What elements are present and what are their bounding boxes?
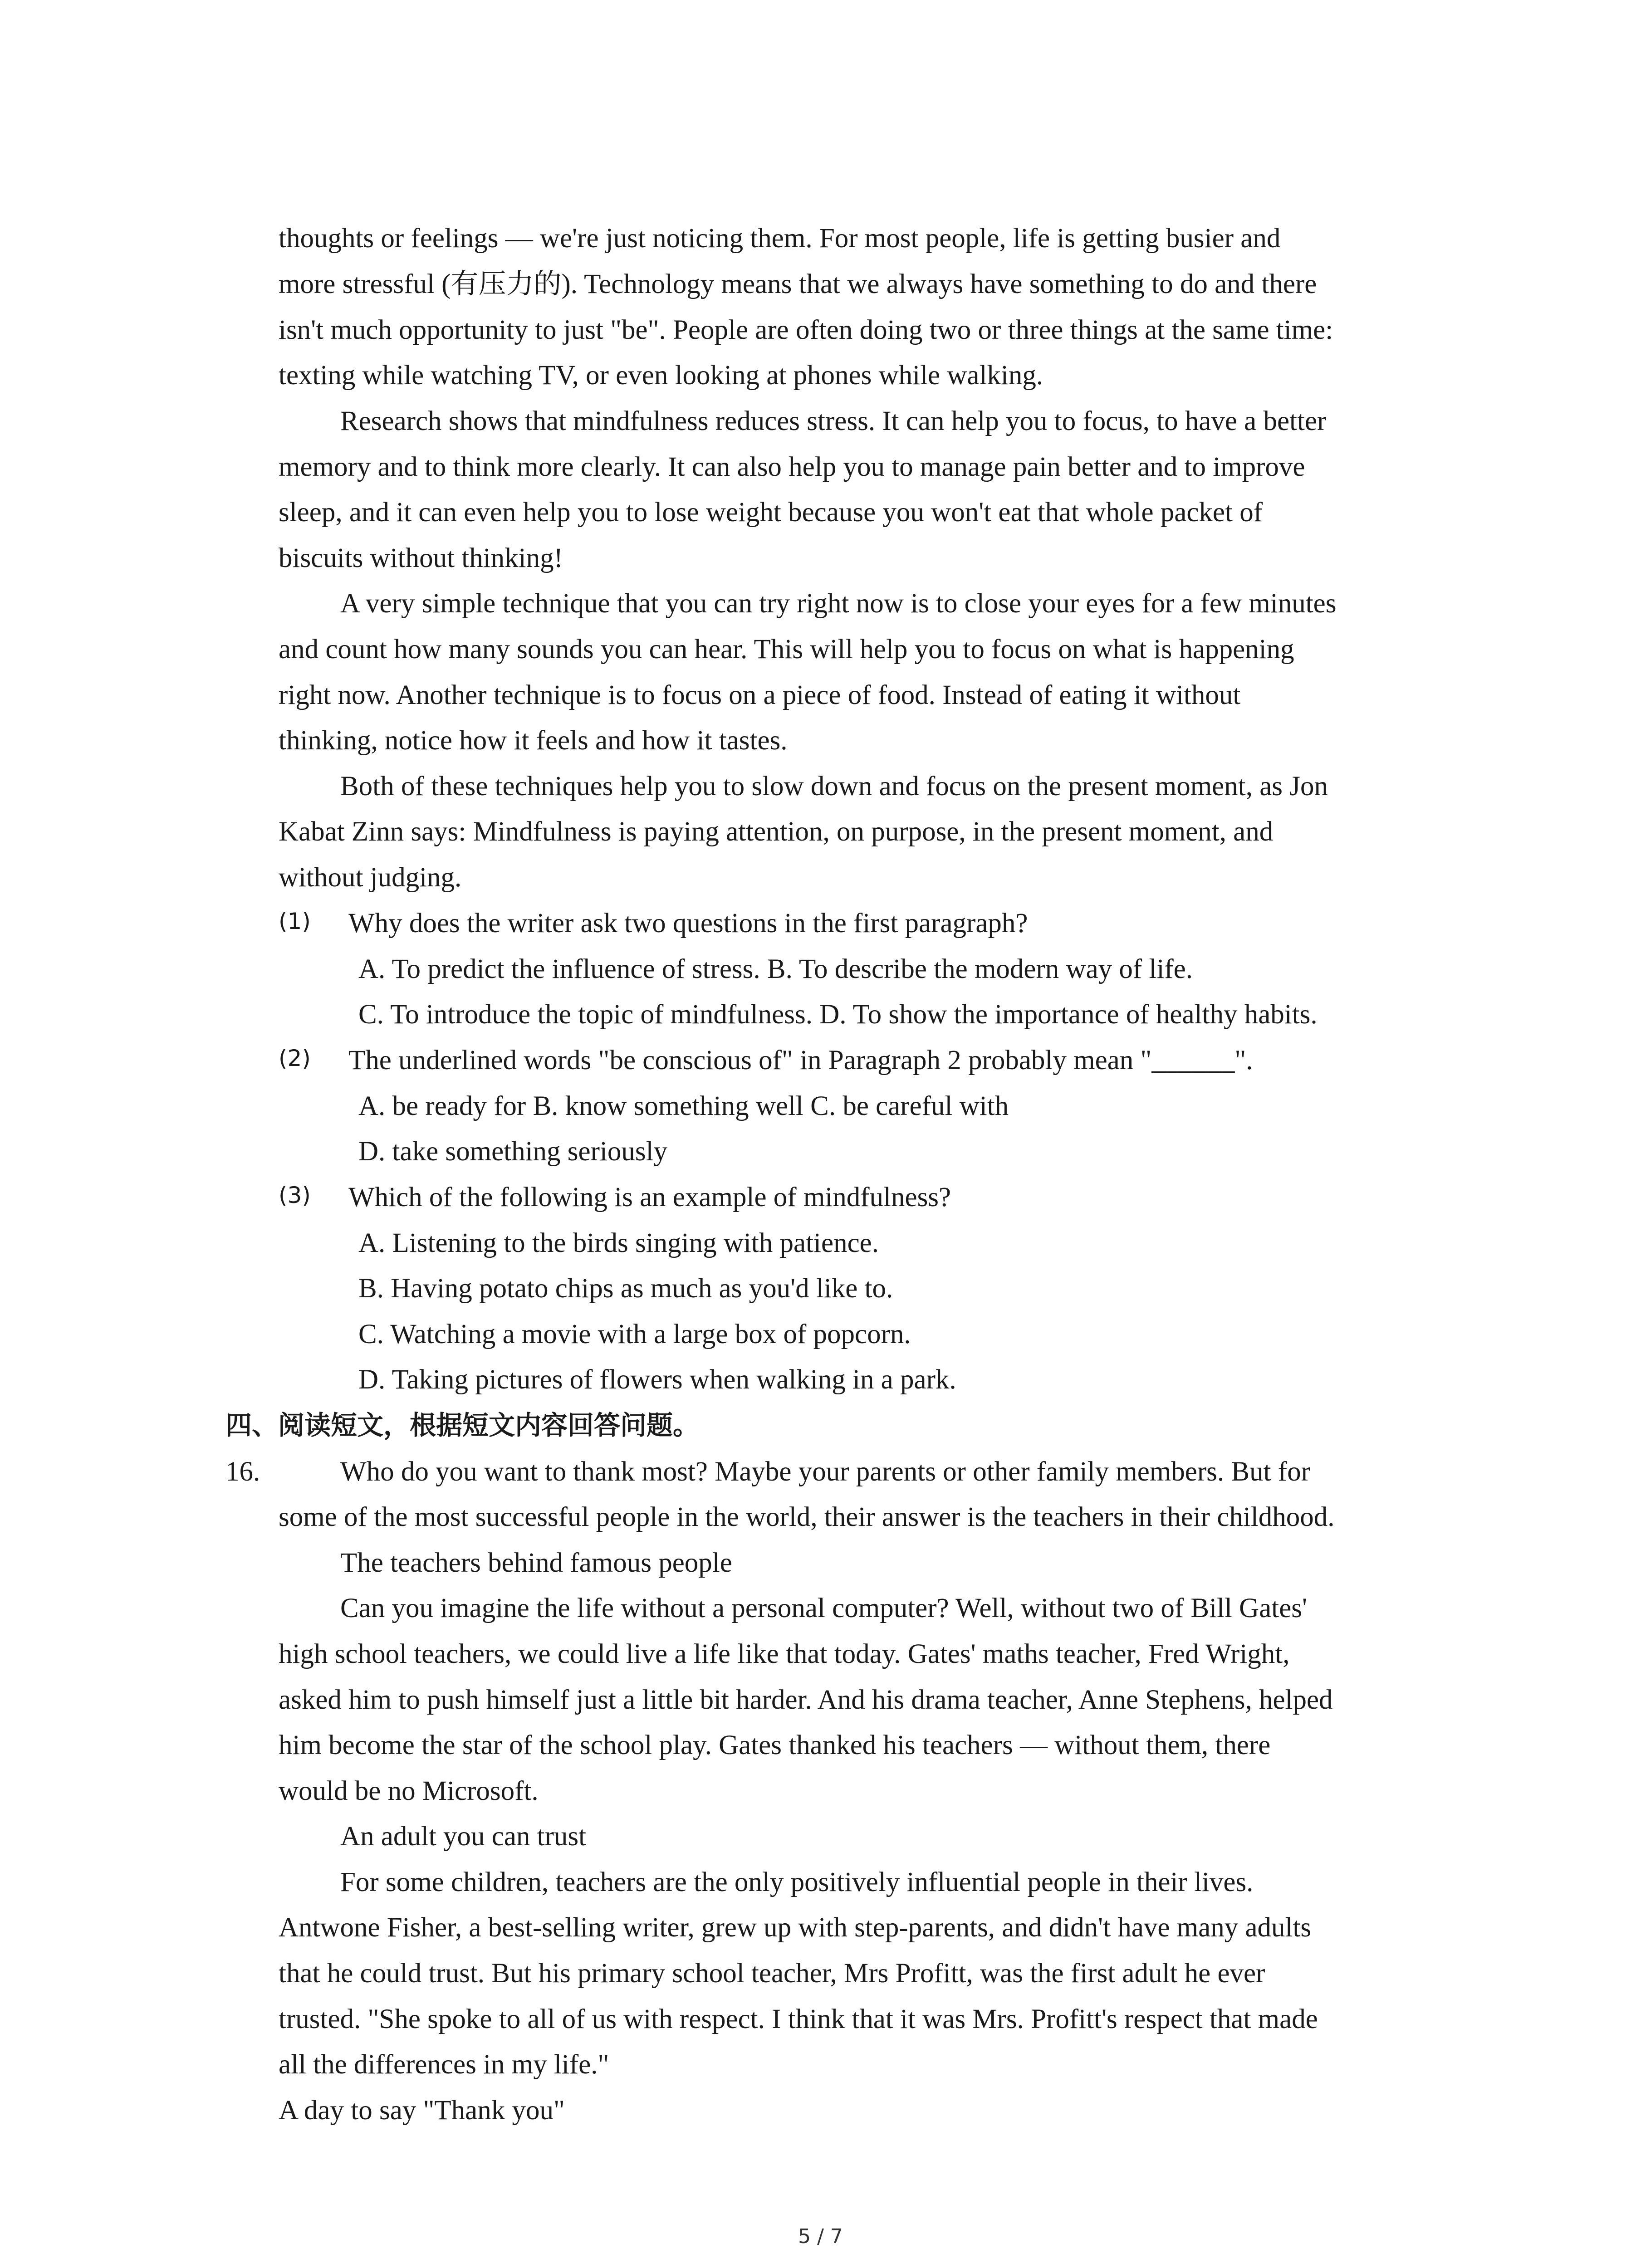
passage-line: Can you imagine the life without a personal computer? Well, without two of Bill Gates' — [340, 1593, 1308, 1623]
question-option: D. Taking pictures of flowers when walking in a park. — [358, 1364, 956, 1395]
question-option: A. be ready for B. know something well C. be careful with — [358, 1091, 1009, 1121]
passage-line: all the differences in my life." — [279, 2049, 609, 2080]
passage-line: right now. Another technique is to focus on a piece of food. Instead of eating it without — [279, 680, 1241, 710]
passage-subheading: The teachers behind famous people — [340, 1548, 732, 1578]
question-number: (2) — [279, 1045, 311, 1071]
section-heading: 四、阅读短文，根据短文内容回答问题。 — [225, 1410, 700, 1441]
passage-line: For some children, teachers are the only positively influential people in their lives. — [340, 1867, 1254, 1897]
passage-line: Antwone Fisher, a best-selling writer, grew up with step-parents, and didn't have many adults — [279, 1912, 1312, 1943]
passage-line: and count how many sounds you can hear. This will help you to focus on what is happening — [279, 634, 1294, 665]
passage-line: some of the most successful people in the world, their answer is the teachers in their childhood. — [279, 1502, 1335, 1532]
passage-line: more stressful (有压力的). Technology means that we always have something to do and there — [279, 269, 1317, 299]
passage-line: memory and to think more clearly. It can also help you to manage pain better and to improve — [279, 452, 1305, 482]
passage-line: texting while watching TV, or even looking at phones while walking. — [279, 360, 1043, 391]
passage-subheading: An adult you can trust — [340, 1821, 587, 1852]
passage-line: A very simple technique that you can try right now is to close your eyes for a few minutes — [340, 588, 1337, 619]
question-number: (3) — [279, 1182, 311, 1208]
question-option: A. To predict the influence of stress. B. To describe the modern way of life. — [358, 954, 1193, 984]
passage-line: him become the star of the school play. Gates thanked his teachers — without them, there — [279, 1730, 1271, 1760]
passage-line: sleep, and it can even help you to lose weight because you won't eat that whole packet of — [279, 497, 1263, 528]
passage-line: trusted. "She spoke to all of us with respect. I think that it was Mrs. Profitt's respect that made — [279, 2004, 1318, 2034]
passage-line: thoughts or feelings — we're just noticing them. For most people, life is getting busier and — [279, 223, 1281, 254]
question-option: D. take something seriously — [358, 1136, 668, 1167]
question-option: C. Watching a movie with a large box of popcorn. — [358, 1319, 911, 1349]
page-number: 5 / 7 — [798, 2225, 843, 2248]
passage-line: that he could trust. But his primary school teacher, Mrs Profitt, was the first adult he ever — [279, 1958, 1265, 1989]
passage-line: Both of these techniques help you to slow down and focus on the present moment, as Jon — [340, 771, 1328, 802]
question-option: B. Having potato chips as much as you'd like to. — [358, 1273, 893, 1304]
passage-line: Who do you want to thank most? Maybe your parents or other family members. But for — [340, 1457, 1310, 1487]
passage-line: biscuits without thinking! — [279, 543, 563, 573]
question-number: 16. — [225, 1457, 260, 1487]
question-option: C. To introduce the topic of mindfulness. D. To show the importance of healthy habits. — [358, 999, 1318, 1030]
question-text: Which of the following is an example of mindfulness? — [348, 1182, 951, 1212]
question-text: Why does the writer ask two questions in the first paragraph? — [348, 908, 1028, 938]
question-text: The underlined words "be conscious of" in Paragraph 2 probably mean "______". — [348, 1045, 1253, 1075]
passage-line: without judging. — [279, 862, 462, 893]
passage-line: high school teachers, we could live a life like that today. Gates' maths teacher, Fred Wright, — [279, 1639, 1290, 1669]
passage-subheading: A day to say "Thank you" — [279, 2095, 565, 2126]
passage-line: Research shows that mindfulness reduces stress. It can help you to focus, to have a better — [340, 406, 1327, 436]
passage-line: asked him to push himself just a little bit harder. And his drama teacher, Anne Stephens, helped — [279, 1685, 1333, 1715]
question-option: A. Listening to the birds singing with patience. — [358, 1228, 879, 1258]
passage-line: would be no Microsoft. — [279, 1776, 539, 1806]
question-number: (1) — [279, 908, 311, 934]
passage-line: isn't much opportunity to just "be". People are often doing two or three things at the same time: — [279, 315, 1333, 345]
passage-line: Kabat Zinn says: Mindfulness is paying attention, on purpose, in the present moment, and — [279, 816, 1274, 847]
passage-line: thinking, notice how it feels and how it tastes. — [279, 725, 788, 756]
